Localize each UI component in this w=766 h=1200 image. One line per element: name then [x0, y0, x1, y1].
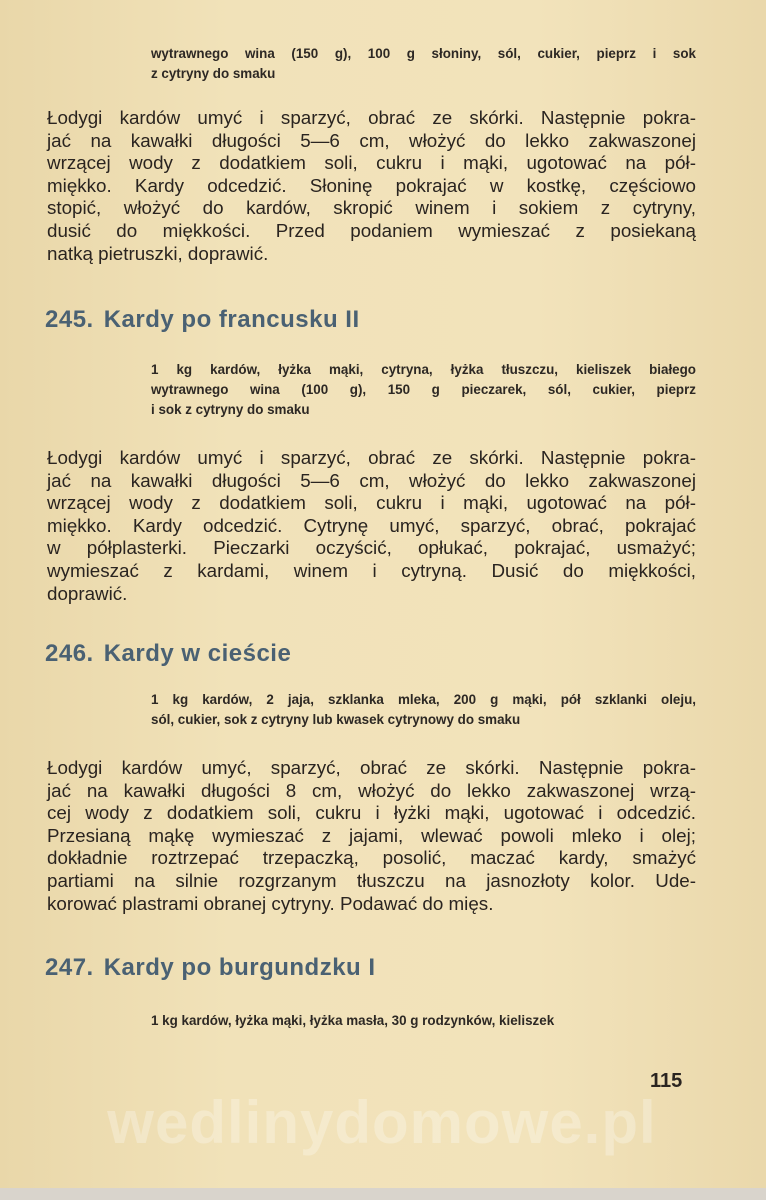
intro-body [47, 107, 696, 265]
ingredients-line: 1 kg kardów, łyżka mąki, łyżka masła, 30 g rodzynków, kieliszek [151, 1013, 555, 1028]
body-line: stopić, włożyć do kardów, skropić winem i sokiem z cytryny, [47, 197, 696, 219]
recipe-ingredients [151, 360, 696, 420]
body-line: wrzącej wody z dodatkiem soli, cukru i mąki, ugotować na pół- [47, 152, 696, 174]
body-line: miękko. Kardy odcedzić. Słoninę pokrajać w kostkę, częściowo [47, 174, 696, 196]
recipe-title: Kardy po francusku II [103, 306, 360, 333]
body-line: wymieszać z kardami, winem i cytryną. Dusić do miękkości, [47, 559, 696, 581]
ingredients-line: i sok z cytryny do smaku [151, 402, 310, 417]
body-line: jać na kawałki długości 5—6 cm, włożyć do lekko zakwaszonej [47, 469, 696, 491]
ingredients-line: z cytryny do smaku [151, 66, 276, 81]
page-number: 115 [650, 1070, 683, 1092]
ingredients-line: sól, cukier, sok z cytryny lub kwasek cytrynowy do smaku [151, 712, 521, 727]
body-line: Łodygi kardów umyć i sparzyć, obrać ze skórki. Następnie pokra- [47, 107, 696, 128]
recipe-body [47, 447, 696, 605]
watermark: wedlinydomowe.pl [107, 1089, 657, 1156]
recipe-ingredients [151, 1011, 696, 1031]
body-line: doprawić. [47, 582, 128, 604]
body-line: jać na kawałki długości 5—6 cm, włożyć do lekko zakwaszonej [47, 129, 696, 151]
body-line: Przesianą mąkę wymieszać z jajami, wlewać powoli mleko i olej; [47, 824, 696, 846]
body-line: w półplasterki. Pieczarki oczyścić, opłukać, pokrajać, usmażyć; [47, 537, 696, 559]
recipe-heading [45, 640, 291, 668]
recipe-heading [45, 954, 376, 982]
body-line: wrzącej wody z dodatkiem soli, cukru i mąki, ugotować na pół- [47, 492, 696, 514]
recipe-number: 245. [45, 306, 94, 333]
body-line: Łodygi kardów umyć, sparzyć, obrać ze skórki. Następnie pokra- [47, 757, 696, 778]
recipe-heading [45, 306, 360, 334]
intro-ingredients [151, 44, 696, 84]
recipe-title: Kardy w cieście [103, 640, 292, 667]
body-line: cej wody z dodatkiem soli, cukru i łyżki mąki, ugotować i odcedzić. [47, 802, 696, 824]
recipe-body [47, 757, 696, 915]
body-line: jać na kawałki długości 8 cm, włożyć do lekko zakwaszonej wrzą- [47, 779, 696, 801]
body-line: natką pietruszki, doprawić. [47, 242, 269, 264]
body-line: korować plastrami obranej cytryny. Podawać do mięs. [47, 892, 494, 914]
body-line: partiami na silnie rozgrzanym tłuszczu na jasnozłoty kolor. Ude- [47, 869, 696, 891]
body-line: Łodygi kardów umyć i sparzyć, obrać ze skórki. Następnie pokra- [47, 447, 696, 468]
ingredients-line: wytrawnego wina (150 g), 100 g słoniny, sól, cukier, pieprz i sok [151, 46, 696, 61]
ingredients-line: wytrawnego wina (100 g), 150 g pieczarek, sól, cukier, pieprz [151, 382, 696, 397]
ingredients-line: 1 kg kardów, łyżka mąki, cytryna, łyżka tłuszczu, kieliszek białego [151, 362, 696, 377]
body-line: dokładnie roztrzepać trzepaczką, posolić, maczać kardy, smażyć [47, 847, 696, 869]
recipe-ingredients [151, 690, 696, 730]
body-line: dusić do miękkości. Przed podaniem wymieszać z posiekaną [47, 219, 696, 241]
body-line: miękko. Kardy odcedzić. Cytrynę umyć, sparzyć, obrać, pokrajać [47, 514, 696, 536]
recipe-number: 247. [45, 954, 94, 981]
scan-edge [0, 1188, 766, 1200]
recipe-number: 246. [45, 640, 94, 667]
recipe-title: Kardy po burgundzku I [103, 954, 376, 981]
ingredients-line: 1 kg kardów, 2 jaja, szklanka mleka, 200 g mąki, pół szklanki oleju, [151, 692, 696, 707]
